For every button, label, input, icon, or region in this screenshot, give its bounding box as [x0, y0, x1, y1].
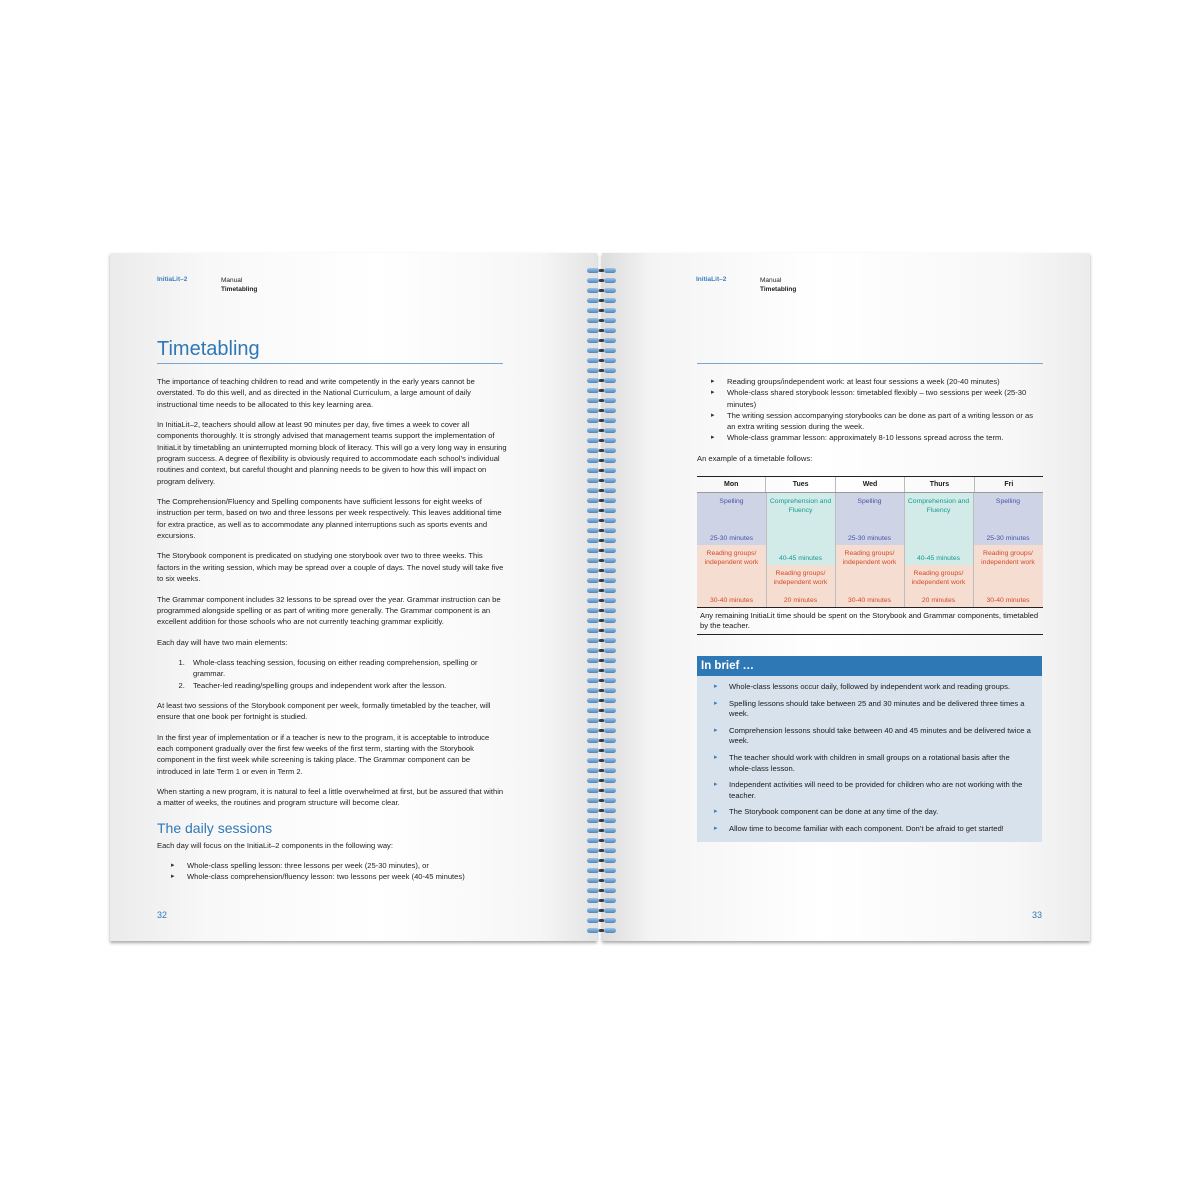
spiral-coil — [584, 657, 620, 665]
spiral-coil — [584, 297, 620, 305]
spiral-coil — [584, 427, 620, 435]
header-rule — [697, 363, 1043, 364]
spiral-coil — [584, 287, 620, 295]
spiral-coil — [584, 587, 620, 595]
spiral-coil — [584, 547, 620, 555]
day-tues: Tues — [765, 477, 834, 492]
paragraph: The Comprehension/Fluency and Spelling components have sufficient lessons for eight weeks of instruction per term, based on two and three lessons per week respectively. This leaves additional time for extra practice, as well as to accommodate any planned interruptions such as sports events and excursions. — [157, 497, 502, 540]
spiral-coil — [584, 347, 620, 355]
header-section: Timetabling — [221, 286, 258, 293]
column-divider — [904, 493, 905, 607]
list-item: ▸ Independent activities will need to be provided for children who are not working with the teacher. — [697, 780, 1032, 801]
left-body — [157, 376, 507, 883]
comprehension-block — [904, 493, 973, 565]
reading-block — [697, 545, 766, 607]
day-mon: Mon — [724, 481, 739, 488]
list-item: ▸ The Storybook component can be done at any time of the day. — [697, 807, 1032, 818]
in-brief-box — [697, 656, 1042, 842]
spiral-coil — [584, 717, 620, 725]
spiral-coil — [584, 867, 620, 875]
block-minutes: 30-40 minutes — [709, 597, 754, 604]
session-bullets — [697, 376, 1042, 444]
spiral-coil — [584, 337, 620, 345]
spiral-coil — [584, 487, 620, 495]
right-body — [697, 376, 1042, 473]
block-label: Spelling — [857, 498, 882, 505]
in-brief-title: In brief … — [697, 656, 1042, 676]
spiral-coil — [584, 277, 620, 285]
header-manual-label: Manual — [760, 277, 782, 284]
spiral-coil — [584, 837, 620, 845]
list-item: ▸ Whole-class grammar lesson: approximately 8-10 lessons spread across the term. — [697, 432, 1042, 443]
spiral-coil — [584, 617, 620, 625]
list-item: ▸ Spelling lessons should take between 25 and 30 minutes and be delivered three times a week. — [697, 699, 1032, 720]
header-manual — [221, 276, 257, 294]
block-label: Spelling — [719, 498, 744, 505]
spiral-coil — [584, 577, 620, 585]
spiral-coil — [584, 537, 620, 545]
page-number: 33 — [1032, 910, 1043, 920]
spiral-coil — [584, 307, 620, 315]
timetable — [697, 476, 1043, 635]
list-item: ▸ The writing session accompanying storybooks can be done as part of a writing lesson or as an extra writing session during the week. — [697, 410, 1042, 433]
paragraph: The Storybook component is predicated on studying one storybook over two to three weeks. This factors in the writing session, which may be spread over a couple of days. The novel study will take five to six weeks. — [157, 551, 504, 584]
spiral-coil — [584, 627, 620, 635]
spiral-binding — [584, 267, 620, 937]
column-divider — [973, 493, 974, 607]
column-tues — [766, 493, 835, 607]
block-minutes: 25-30 minutes — [709, 535, 754, 542]
list-item: ▸ Whole-class lessons occur daily, followed by independent work and reading groups. — [697, 682, 1032, 693]
spiral-coil — [584, 767, 620, 775]
block-minutes: 40-45 minutes — [916, 555, 961, 562]
list-item: 2. Teacher-led reading/spelling groups and independent work after the lesson. — [187, 680, 507, 691]
block-label: Comprehension and Fluency — [769, 498, 832, 514]
block-minutes: 25-30 minutes — [986, 535, 1030, 542]
spiral-coil — [584, 437, 620, 445]
day-thurs: Thurs — [904, 477, 973, 492]
list-item: ▸ Allow time to become familiar with each component. Don’t be afraid to get started! — [697, 824, 1032, 835]
spiral-coil — [584, 497, 620, 505]
spiral-coil — [584, 887, 620, 895]
reading-block — [973, 545, 1043, 607]
paragraph: Each day will focus on the InitiaLit–2 components in the following way: — [157, 840, 393, 850]
spiral-coil — [584, 407, 620, 415]
spelling-block — [697, 493, 766, 545]
in-brief-list — [697, 676, 1042, 835]
spiral-coil — [584, 927, 620, 935]
column-mon — [697, 493, 766, 607]
spiral-coil — [584, 327, 620, 335]
block-label: Comprehension and Fluency — [907, 498, 970, 514]
title-rule — [157, 363, 503, 364]
spiral-coil — [584, 847, 620, 855]
spiral-coil — [584, 917, 620, 925]
spiral-coil — [584, 787, 620, 795]
spiral-coil — [584, 857, 620, 865]
spiral-coil — [584, 267, 620, 275]
block-label: Reading groups/ independent work — [704, 550, 759, 566]
spiral-coil — [584, 877, 620, 885]
column-wed — [835, 493, 904, 607]
spiral-coil — [584, 727, 620, 735]
paragraph: In InitiaLit–2, teachers should allow at least 90 minutes per day, five times a week to cover all components thoroughly. It is strongly advised that management teams support the implementation of InitiaLit by timetabling an uninterrupted morning block of literacy. This will go a very long way in ensuring program success. A degree of flexibility is obviously required to accommodate each school’s individual routines and context, but careful thought and planning needs to be given to how this will impact on program delivery. — [157, 420, 507, 486]
table-header — [697, 477, 1043, 492]
reading-block — [835, 545, 904, 607]
list-item: ▸ Comprehension lessons should take between 40 and 45 minutes and be delivered twice a week. — [697, 726, 1032, 747]
spiral-coil — [584, 707, 620, 715]
paragraph: The Grammar component includes 32 lessons to be spread over the year. Grammar instruction can be programmed alongside spelling or as part of writing more generally. The Grammar component is an excellent addition for those schools who are not currently teaching grammar explicitly. — [157, 594, 501, 627]
spiral-coil — [584, 677, 620, 685]
spiral-coil — [584, 397, 620, 405]
list-item: ▸ Whole-class comprehension/fluency lesson: two lessons per week (40-45 minutes) — [157, 871, 507, 882]
paragraph: The importance of teaching children to read and write competently in the early years cannot be overstated. To do this well, and as directed in the National Curriculum, a large amount of daily instructional time needs to be allocated to this key learning area. — [157, 377, 475, 409]
spiral-coil — [584, 377, 620, 385]
elements-list — [157, 657, 507, 691]
spiral-coil — [584, 597, 620, 605]
header-manual-label: Manual — [221, 277, 243, 284]
column-divider — [766, 493, 767, 607]
comprehension-block — [766, 493, 835, 565]
block-label: Reading groups/ independent work — [773, 570, 828, 586]
spiral-coil — [584, 687, 620, 695]
spiral-coil — [584, 517, 620, 525]
header-section: Timetabling — [760, 286, 797, 293]
block-label: Reading groups/ independent work — [842, 550, 897, 566]
header-manual — [760, 276, 796, 294]
spiral-coil — [584, 357, 620, 365]
spiral-coil — [584, 567, 620, 575]
spiral-coil — [584, 797, 620, 805]
spiral-coil — [584, 417, 620, 425]
spiral-coil — [584, 467, 620, 475]
spiral-coil — [584, 647, 620, 655]
spiral-coil — [584, 367, 620, 375]
list-item: ▸ Reading groups/independent work: at least four sessions a week (20-40 minutes) — [697, 376, 1042, 387]
spiral-coil — [584, 607, 620, 615]
paragraph: At least two sessions of the Storybook component per week, formally timetabled by the teacher, will ensure that one book per fortnight is studied. — [157, 700, 491, 722]
paragraph: In the first year of implementation or if a teacher is new to the program, it is acceptable to introduce each component gradually over the first few weeks of the first term, starting with the Storybook component in the first week while screening is taking place. The Grammar component can be introduced in late Term 1 or even in Term 2. — [157, 732, 490, 776]
page-title: Timetabling — [157, 338, 260, 360]
timetable-intro: An example of a timetable follows: — [697, 453, 813, 463]
block-label: Reading groups/ independent work — [911, 570, 966, 586]
block-minutes: 25-30 minutes — [847, 535, 892, 542]
block-minutes: 20 minutes — [921, 597, 956, 604]
spiral-coil — [584, 387, 620, 395]
section-heading: The daily sessions — [157, 819, 273, 836]
spiral-coil — [584, 737, 620, 745]
spiral-coil — [584, 907, 620, 915]
spiral-coil — [584, 317, 620, 325]
daily-bullets — [157, 860, 507, 883]
spiral-coil — [584, 827, 620, 835]
list-item: 1. Whole-class teaching session, focusing on either reading comprehension, spelling or grammar. — [187, 657, 507, 680]
block-minutes: 30-40 minutes — [986, 597, 1030, 604]
column-divider — [835, 493, 836, 607]
timetable-note: Any remaining InitiaLit time should be spent on the Storybook and Grammar components, timetabled by the teacher. — [697, 607, 1043, 635]
block-label: Reading groups/ independent work — [981, 550, 1035, 566]
timetable-grid — [697, 492, 1043, 607]
spelling-block — [973, 493, 1043, 545]
block-label: Spelling — [995, 498, 1021, 505]
spiral-coil — [584, 697, 620, 705]
header-brand: InitiaLit–2 — [157, 276, 188, 283]
page-number: 32 — [157, 910, 168, 920]
spelling-block — [835, 493, 904, 545]
header-brand: InitiaLit–2 — [696, 276, 727, 283]
spiral-coil — [584, 637, 620, 645]
spiral-coil — [584, 477, 620, 485]
spiral-coil — [584, 507, 620, 515]
spiral-coil — [584, 557, 620, 565]
column-fri — [973, 493, 1043, 607]
day-wed: Wed — [835, 477, 904, 492]
spiral-coil — [584, 457, 620, 465]
spiral-coil — [584, 777, 620, 785]
spiral-coil — [584, 807, 620, 815]
spiral-coil — [584, 757, 620, 765]
reading-block — [904, 565, 973, 607]
list-item: ▸ The teacher should work with children in small groups on a rotational basis after the whole-class lesson. — [697, 753, 1032, 774]
spiral-coil — [584, 747, 620, 755]
reading-block — [766, 565, 835, 607]
block-minutes: 30-40 minutes — [847, 597, 892, 604]
spiral-coil — [584, 897, 620, 905]
paragraph: Each day will have two main elements: — [157, 637, 288, 647]
spiral-coil — [584, 527, 620, 535]
left-page — [110, 253, 597, 941]
list-item: ▸ Whole-class shared storybook lesson: timetabled flexibly – two sessions per week (25-30 minutes) — [697, 387, 1042, 410]
column-thurs — [904, 493, 973, 607]
day-fri: Fri — [974, 477, 1043, 492]
spiral-coil — [584, 447, 620, 455]
block-minutes: 20 minutes — [783, 597, 818, 604]
paragraph: When starting a new program, it is natural to feel a little overwhelmed at first, but be assured that within a matter of weeks, the routines and program structure will become clear. — [157, 787, 504, 808]
block-minutes: 40-45 minutes — [778, 555, 823, 562]
spiral-coil — [584, 667, 620, 675]
spiral-coil — [584, 817, 620, 825]
list-item: ▸ Whole-class spelling lesson: three lessons per week (25-30 minutes), or — [157, 860, 507, 871]
